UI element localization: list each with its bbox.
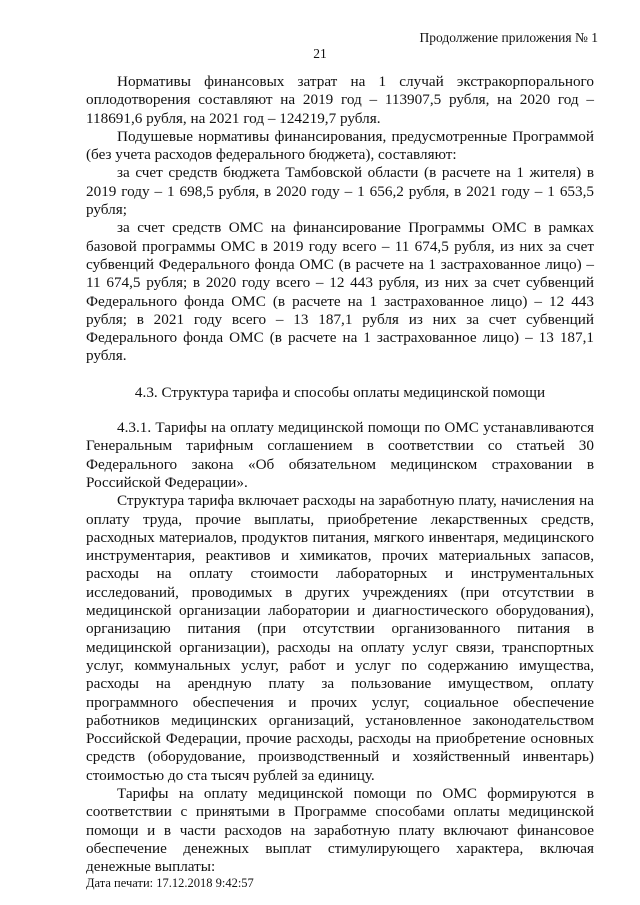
paragraph-tariff-formation: Тарифы на оплату медицинской помощи по ОМС формируются в соответствии с принятыми в Программе способами оплаты медицинской помощи и в части расходов на заработную плату включают финансовое обеспечение денежных выплат стимулирующего характера, включая денежные выплаты: xyxy=(86,784,594,876)
paragraph-regional-budget: за счет средств бюджета Тамбовской области (в расчете на 1 жителя) в 2019 году – 1 698,5 рубля, в 2020 году – 1 656,2 рубля, в 2021 году – 1 653,5 рубля; xyxy=(86,164,594,219)
page-number: 21 xyxy=(313,46,327,61)
paragraph-ivf-standards: Нормативы финансовых затрат на 1 случай экстракорпорального оплодотворения составляют на 2019 год – 113907,5 рубля, на 2020 год – 118691,6 рубля, на 2021 год – 124219,7 рубля. xyxy=(86,73,594,127)
paragraph-tariff-structure: Структура тарифа включает расходы на заработную плату, начисления на оплату труда, прочие выплаты, приобретение лекарственных средств, расходных материалов, продуктов питания, мягкого инвентаря, медицинского инструментария, реактивов и химикатов, прочих материальных запасов, расходы на оплату стоимости лабораторных и инструментальных исследований, проводимых в других учреждениях (при отсутствии в медицинской организации лаборатории и диагностического оборудования), организацию питания (при отсутствии организованного питания в медицинской организации), расходы на оплату услуг связи, транспортных услуг, коммунальных услуг, работ и услуг по содержанию имущества, расходы на арендную плату за пользование имуществом, оплату программного обеспечения и прочих услуг, социальное обеспечение работников медицинских организаций, установленное законодательством Российской Федерации, прочие расходы, расходы на приобретение основных средств (оборудование, производственный и хозяйственный инвентарь) стоимостью до ста тысяч рублей за единицу. xyxy=(86,492,594,784)
paragraph-tariff-agreement: 4.3.1. Тарифы на оплату медицинской помощи по ОМС устанавливаются Генеральным тарифным соглашением в соответствии со статьей 30 Федерального закона «Об обязательном медицинском страховании в Российской Федерации». xyxy=(86,419,594,491)
appendix-continuation-note: Продолжение приложения № 1 xyxy=(419,30,598,45)
section-heading: 4.3. Структура тарифа и способы оплаты медицинской помощи xyxy=(134,383,546,401)
document-body xyxy=(86,73,594,876)
print-date: Дата печати: 17.12.2018 9:42:57 xyxy=(86,876,254,890)
paragraph-per-capita-standards: Подушевые нормативы финансирования, предусмотренные Программой (без учета расходов федерального бюджета), составляют: xyxy=(86,127,594,164)
paragraph-oms-funding: за счет средств ОМС на финансирование Программы ОМС в рамках базовой программы ОМС в 2019 году всего – 11 674,5 рубля, из них за счет субвенций Федерального фонда ОМС (в расчете на 1 застрахованное лицо) – 11 674,5 рубля; в 2020 году всего – 12 443 рубля, из них за счет субвенций Федерального фонда ОМС (в расчете на 1 застрахованное лицо) – 12 443 рубля; в 2021 году всего – 13 187,1 рубля из них за счет субвенций Федерального фонда ОМС (в расчете на 1 застрахованное лицо) – 13 187,1 рубля. xyxy=(86,219,594,365)
